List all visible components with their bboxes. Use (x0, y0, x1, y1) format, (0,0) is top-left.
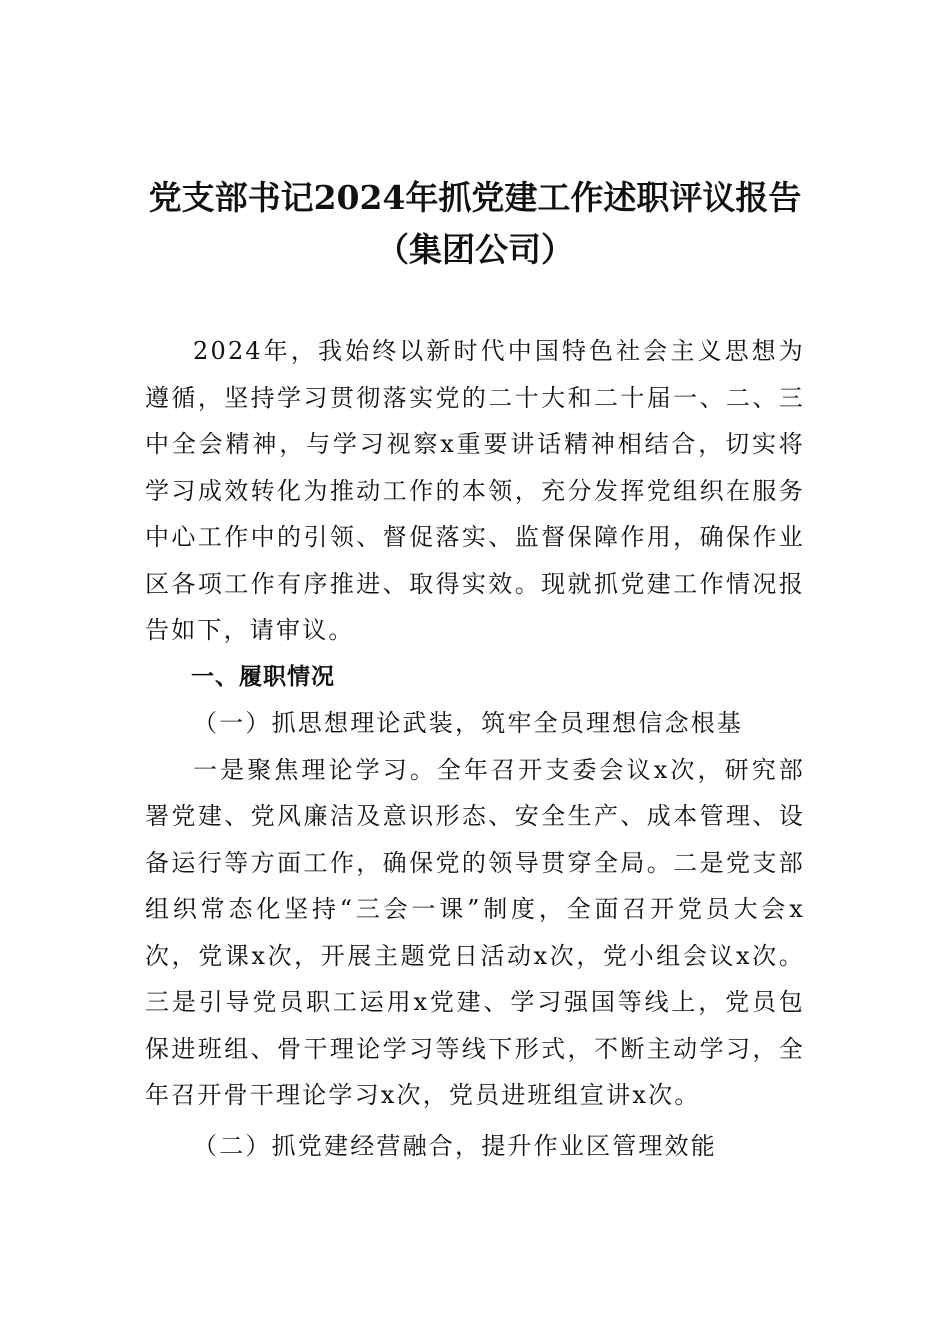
document-body (145, 328, 805, 1169)
section-heading: 一、履职情况 (191, 663, 335, 690)
document-title: 党支部书记2024年抓党建工作述职评议报告（集团公司） (148, 178, 802, 269)
subsection-heading: （一）抓思想理论武装，筑牢全员理想信念根基 (193, 709, 744, 737)
body-paragraph: 一是聚焦理论学习。全年召开支委会议x次，研究部署党建、党风廉洁及意识形态、安全生产、成本管理、设备运行等方面工作，确保党的领导贯穿全局。二是党支部组织常态化坚持“三会一课”制度，全面召开党员大会x次，党课x次，开展主题党日活动x次，党小组会议x次。三是引导党员职工运用x党建、学习强国等线上，党员包保进班组、骨干理论学习等线下形式，不断主动学习，全年召开骨干理论学习x次，党员进班组宣讲x次。 (145, 755, 805, 1109)
intro-paragraph: 2024年，我始终以新时代中国特色社会主义思想为遵循，坚持学习贯彻落实党的二十大和二十届一、二、三中全会精神，与学习视察x重要讲话精神相结合，切实将学习成效转化为推动工作的本领，充分发挥党组织在服务中心工作中的引领、督促落实、监督保障作用，确保作业区各项工作有序推进、取得实效。现就抓党建工作情况报告如下，请审议。 (145, 337, 805, 644)
subsection-heading: （二）抓党建经营融合，提升作业区管理效能 (193, 1131, 717, 1160)
